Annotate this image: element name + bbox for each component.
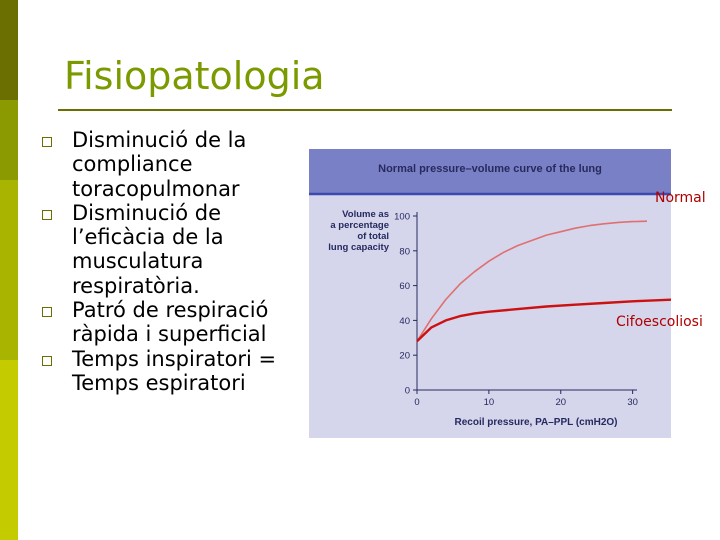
bullet-item <box>40 201 300 298</box>
bullet-text: Patró de respiració ràpida i superficial <box>72 298 269 347</box>
y-tick-label: 60 <box>399 281 410 293</box>
bullet-list <box>40 128 300 395</box>
sidebar-stripe <box>0 0 18 540</box>
y-axis-label-line: lung capacity <box>328 242 389 253</box>
y-tick-label: 20 <box>399 350 410 362</box>
bullet-item <box>40 298 300 347</box>
y-axis-label-line: Volume as <box>342 209 389 220</box>
bullet-item <box>40 128 300 201</box>
normal-curve <box>417 221 647 341</box>
normal-annotation: Normal <box>655 190 706 206</box>
title-divider <box>58 109 672 111</box>
y-tick-label: 80 <box>399 246 410 258</box>
y-axis-label-line: of total <box>357 231 389 242</box>
y-tick-label: 0 <box>404 385 410 397</box>
pressure-volume-figure <box>309 149 671 438</box>
sidebar-segment <box>0 180 18 360</box>
figure-title: Normal pressure–volume curve of the lung <box>378 163 602 175</box>
pressure-volume-chart <box>309 149 671 438</box>
square-bullet-icon <box>42 356 52 366</box>
square-bullet-icon <box>42 210 52 220</box>
y-tick-label: 40 <box>399 315 410 327</box>
x-tick-label: 20 <box>555 397 567 408</box>
bullet-text: Disminució de la compliance toracopulmonar <box>72 128 247 201</box>
scoliosis-annotation: Cifoescoliosi <box>616 314 703 330</box>
x-axis-label: Recoil pressure, PA–PPL (cmH2O) <box>454 417 618 428</box>
sidebar-segment <box>0 360 18 540</box>
x-tick-label: 30 <box>627 397 638 408</box>
square-bullet-icon <box>42 137 52 147</box>
bullet-text: Disminució de l’eficàcia de la musculatura respiratòria. <box>72 200 224 298</box>
square-bullet-icon <box>42 307 52 317</box>
bullet-item <box>40 347 300 396</box>
sidebar-segment <box>0 100 18 180</box>
bullet-text: Temps inspiratori = Temps espiratori <box>72 346 277 395</box>
y-axis-label-line: a percentage <box>330 220 389 231</box>
slide-title: Fisiopatologia <box>64 54 325 98</box>
y-tick-label: 100 <box>394 211 410 223</box>
x-tick-label: 10 <box>483 397 495 408</box>
x-tick-label: 0 <box>414 397 420 408</box>
sidebar-segment <box>0 0 18 100</box>
